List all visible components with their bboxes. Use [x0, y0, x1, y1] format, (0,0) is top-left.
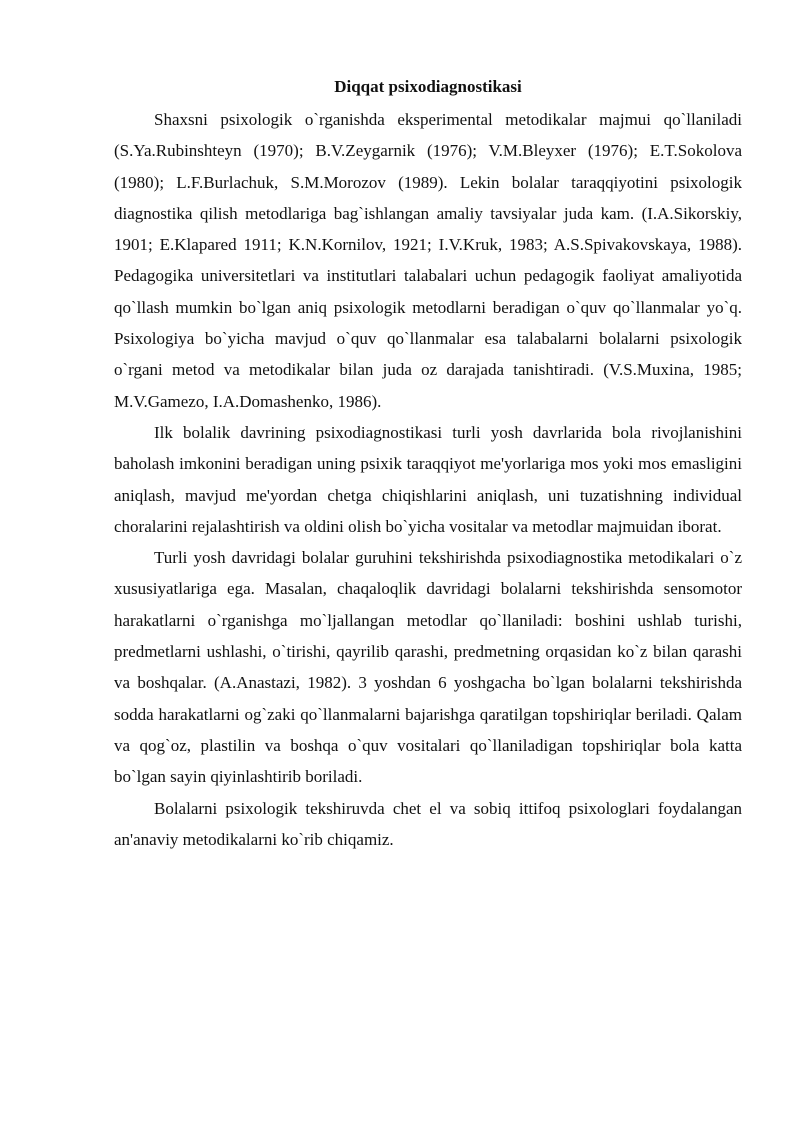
- paragraph-1: Shaxsni psixologik o`rganishda eksperimental metodikalar majmui qo`llaniladi (S.Ya.Rubinshteyn (1970); B.V.Zeygarnik (1976); V.M.Bleyxer (1976); E.T.Sokolova (1980); L.F.Burlachuk, S.M.Morozov (1989). Lekin bolalar taraqqiyotini psixologik diagnostika qilish metodlariga bag`ishlangan amaliy tavsiyalar juda kam. (I.A.Sikorskiy, 1901; E.Klapared 1911; K.N.Kornilov, 1921; I.V.Kruk, 1983; A.S.Spivakovskaya, 1988). Pedagogika universitetlari va institutlari talabalari uchun pedagogik faoliyat amaliyotida qo`llash mumkin bo`lgan aniq psixologik metodlarni beradigan o`quv qo`llanmalar yo`q. Psixologiya bo`yicha mavjud o`quv qo`llanmalar esa talabalarni bolalarni psixologik o`rgani metod va metodikalar bilan juda oz darajada tanishtiradi. (V.S.Muxina, 1985; M.V.Gamezo, I.A.Domashenko, 1986).: [114, 110, 742, 411]
- paragraph-4: Bolalarni psixologik tekshiruvda chet el va sobiq ittifoq psixologlari foydalangan an'anaviy metodikalarni ko`rib chiqamiz.: [114, 798, 742, 849]
- document-title: Diqqat psixodiagnostikasi: [334, 77, 522, 96]
- document-page: [114, 74, 742, 855]
- paragraph-3: Turli yosh davridagi bolalar guruhini tekshirishda psixodiagnostika metodikalari o`z xususiyatlariga ega. Masalan, chaqaloqlik davridagi bolalarni tekshirishda sensomotor harakatlarni o`rganishga mo`ljallangan metodlar qo`llaniladi: boshini ushlab turishi, predmetlarni ushlashi, o`tirishi, qayrilib qarashi, predmetning orqasidan ko`z bilan qarashi va boshqalar. (A.Anastazi, 1982). 3 yoshdan 6 yoshgacha bo`lgan bolalarni tekshirishda sodda harakatlarni og`zaki qo`llanmalarni bajarishga qaratilgan topshiriqlar beriladi. Qalam va qog`oz, plastilin va boshqa o`quv vositalari qo`llaniladigan topshiriqlar bola katta bo`lgan sayin qiyinlashtirib boriladi.: [114, 548, 742, 787]
- paragraph-2: Ilk bolalik davrining psixodiagnostikasi turli yosh davrlarida bola rivojlanishini baholash imkonini beradigan uning psixik taraqqiyot me'yorlariga mos yoki mos emasligini aniqlash, mavjud me'yordan chetga chiqishlarini aniqlash, uni tuzatishning individual choralarini rejalashtirish va oldini olish bo`yicha vositalar va metodlar majmuidan iborat.: [114, 422, 742, 536]
